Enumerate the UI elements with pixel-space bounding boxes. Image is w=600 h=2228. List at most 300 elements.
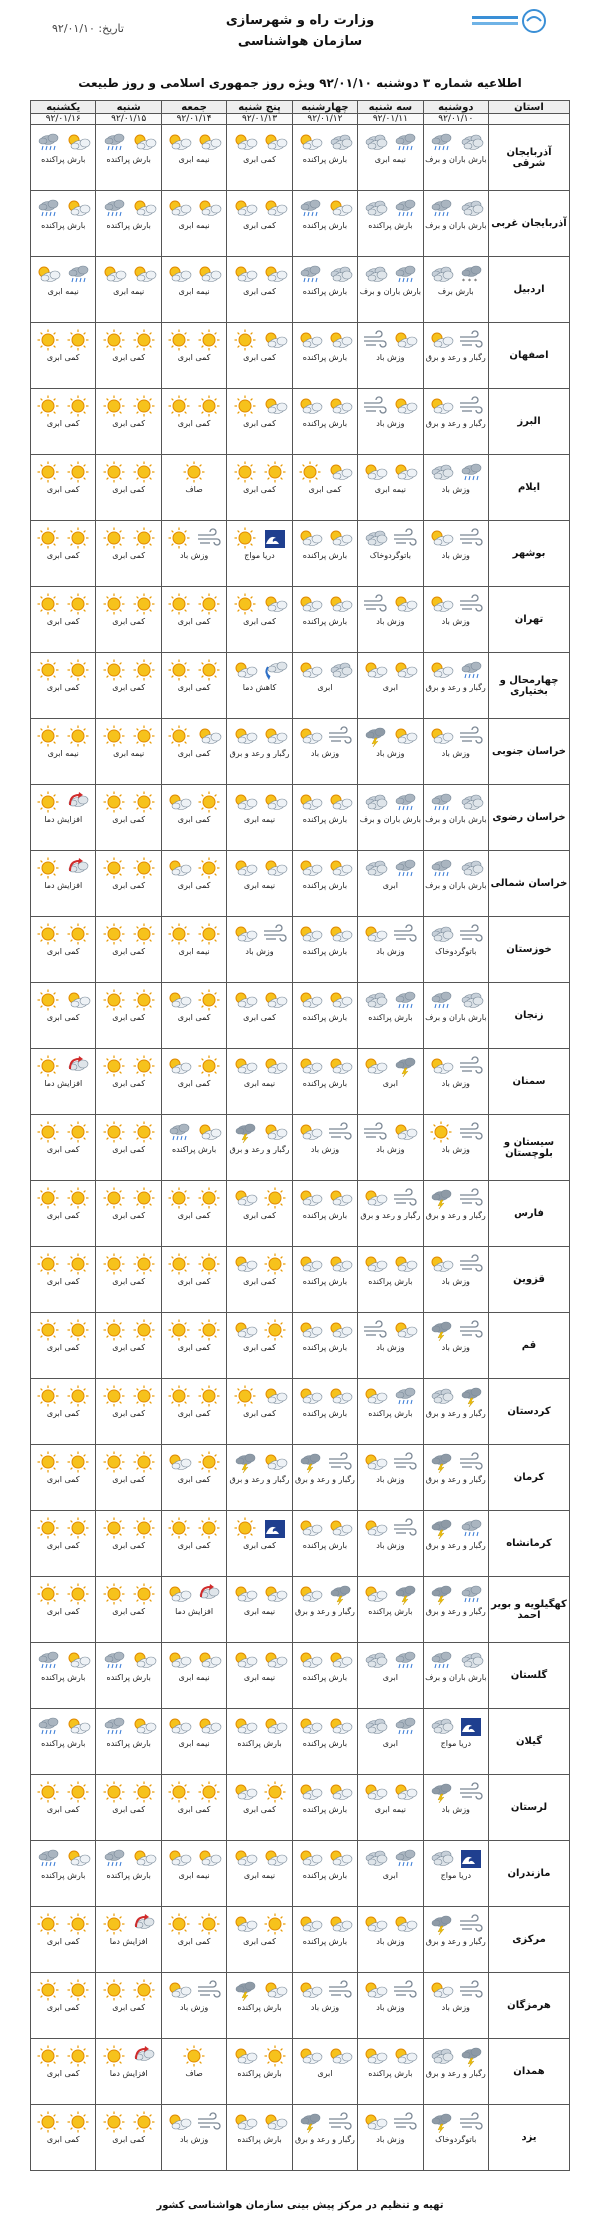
wind-icon (391, 527, 419, 549)
forecast-cell (358, 1115, 423, 1181)
province-row (31, 1775, 570, 1841)
forecast-cell (161, 2105, 226, 2171)
partly-icon (165, 1055, 193, 1077)
forecast-caption: کمی ابری (112, 815, 146, 824)
rain-icon (100, 1715, 128, 1737)
wind-icon (391, 1517, 419, 1539)
province-name: اردبیل (489, 257, 570, 323)
forecast-caption: کمی ابری (243, 485, 276, 494)
forecast-cell (358, 125, 423, 191)
partly-icon (361, 1055, 389, 1077)
partly-icon (231, 659, 259, 681)
forecast-caption: وزش باد (441, 1079, 470, 1088)
rain-icon (100, 131, 128, 153)
forecast-cell (161, 1577, 226, 1643)
sun-icon (64, 659, 92, 681)
forecast-caption: بارش پراکنده (302, 1013, 348, 1022)
cloud-icon (361, 791, 389, 813)
forecast-caption: وزش باد (376, 2135, 405, 2144)
partly-icon (391, 725, 419, 747)
forecast-caption: کمی ابری (243, 353, 276, 362)
forecast-caption: صاف (185, 485, 203, 494)
storm-icon (457, 1385, 485, 1407)
forecast-cell (161, 389, 226, 455)
partly-icon (165, 2111, 193, 2133)
province-row (31, 1709, 570, 1775)
forecast-cell (292, 1907, 357, 1973)
partly-icon (165, 1649, 193, 1671)
footer-note: تهیه و تنظیم در مرکز پیش بینی سازمان هواشناسی کشور (156, 2200, 444, 2211)
sun-icon (261, 1187, 289, 1209)
forecast-cell (31, 851, 96, 917)
partly-icon (195, 1715, 223, 1737)
partly-icon (195, 1121, 223, 1143)
partly-icon (326, 1253, 354, 1275)
forecast-cell (227, 653, 292, 719)
partly-icon (361, 2045, 389, 2067)
sun-icon (34, 791, 62, 813)
forecast-caption: نیمه ابری (243, 1871, 276, 1880)
sun-icon (100, 1121, 128, 1143)
forecast-cell (31, 1775, 96, 1841)
partly-icon (261, 857, 289, 879)
forecast-caption: نیمه ابری (178, 1739, 210, 1748)
storm-icon (457, 2045, 485, 2067)
forecast-cell (31, 983, 96, 1049)
partly-icon (130, 131, 158, 153)
wind-icon (457, 725, 485, 747)
rain-icon (391, 989, 419, 1011)
rain-icon (427, 131, 455, 153)
forecast-caption: کمی ابری (177, 419, 211, 428)
forecast-caption: بارش پراکنده (237, 2003, 282, 2012)
wind-icon (391, 2111, 419, 2133)
forecast-cell (358, 1841, 423, 1907)
forecast-cell (292, 191, 357, 257)
forecast-cell (292, 1973, 357, 2039)
cloud-icon (427, 263, 455, 285)
partly-icon (165, 1979, 193, 2001)
partly-icon (231, 1187, 259, 1209)
forecast-caption: نیمه ابری (178, 947, 210, 956)
rain-icon (391, 131, 419, 153)
sun-icon (100, 2045, 128, 2067)
partly-icon (261, 1385, 289, 1407)
partly-icon (296, 131, 324, 153)
forecast-cell (358, 1643, 423, 1709)
forecast-cell (423, 1115, 488, 1181)
forecast-cell (292, 2105, 357, 2171)
forecast-caption: بارش پراکنده (368, 1013, 413, 1022)
forecast-cell (358, 2039, 423, 2105)
wind-icon (326, 1979, 354, 2001)
province-name: خراسان شمالی (489, 851, 570, 917)
cloud-icon (361, 131, 389, 153)
partly-icon (130, 263, 158, 285)
forecast-caption: باتوگردوخاک (369, 551, 411, 560)
forecast-caption: کمی ابری (177, 1937, 211, 1946)
sun-icon (64, 2045, 92, 2067)
forecast-cell (227, 191, 292, 257)
sun-icon (195, 857, 223, 879)
temp-up-icon (130, 1913, 158, 1935)
forecast-cell (358, 587, 423, 653)
sun-icon (231, 1385, 259, 1407)
date-cell: ۹۲/۰۱/۱۲ (292, 114, 357, 125)
forecast-caption: کمی ابری (46, 683, 80, 692)
storm-icon (326, 1583, 354, 1605)
forecast-caption: بارش پراکنده (106, 155, 151, 164)
forecast-cell (96, 257, 161, 323)
forecast-caption: رگبار و رعد و برق (425, 1409, 486, 1418)
province-row (31, 587, 570, 653)
forecast-cell (227, 851, 292, 917)
forecast-caption: وزش باد (441, 551, 470, 560)
partly-icon (261, 395, 289, 417)
forecast-cell (423, 1643, 488, 1709)
forecast-caption: ابری (382, 881, 398, 890)
partly-icon (231, 1847, 259, 1869)
forecast-cell (31, 191, 96, 257)
cloud-icon (361, 989, 389, 1011)
day-header: سه شنبه (358, 101, 423, 114)
sun-icon (34, 593, 62, 615)
cloud-icon (361, 197, 389, 219)
forecast-cell (161, 1115, 226, 1181)
partly-icon (231, 791, 259, 813)
sun-icon (231, 593, 259, 615)
wind-icon (391, 1451, 419, 1473)
partly-icon (195, 1649, 223, 1671)
partly-icon (391, 329, 419, 351)
forecast-caption: وزش باد (441, 617, 470, 626)
forecast-cell (31, 1445, 96, 1511)
forecast-cell (161, 323, 226, 389)
forecast-caption: وزش باد (310, 749, 340, 758)
forecast-cell (423, 587, 488, 653)
province-row (31, 1511, 570, 1577)
forecast-cell (358, 1445, 423, 1511)
partly-icon (261, 725, 289, 747)
partly-icon (296, 1385, 324, 1407)
wind-icon (361, 593, 389, 615)
forecast-caption: کمی ابری (243, 221, 276, 230)
forecast-cell (423, 125, 488, 191)
date-cell: ۹۲/۰۱/۱۵ (96, 114, 161, 125)
forecast-caption: وزش باد (441, 485, 470, 494)
partly-icon (427, 527, 455, 549)
wind-icon (457, 1319, 485, 1341)
partly-icon (231, 1253, 259, 1275)
forecast-caption: بارش پراکنده (41, 1739, 86, 1748)
forecast-cell (292, 2039, 357, 2105)
forecast-caption: کمی ابری (46, 419, 80, 428)
province-name: بوشهر (489, 521, 570, 587)
forecast-cell (31, 1841, 96, 1907)
partly-icon (391, 593, 419, 615)
partly-icon (261, 329, 289, 351)
province-name: خراسان رضوی (489, 785, 570, 851)
forecast-cell (161, 1973, 226, 2039)
forecast-caption: رگبار و رعد و برق (425, 1607, 486, 1616)
sun-icon (64, 1319, 92, 1341)
forecast-caption: دریا مواج (244, 551, 275, 560)
forecast-cell (31, 1511, 96, 1577)
wind-icon (457, 1451, 485, 1473)
sun-icon (64, 1121, 92, 1143)
sun-icon (100, 1517, 128, 1539)
forecast-cell (96, 1841, 161, 1907)
partly-icon (296, 659, 324, 681)
rain-icon (457, 1517, 485, 1539)
sun-icon (100, 1913, 128, 1935)
storm-icon (427, 1517, 455, 1539)
partly-icon (231, 725, 259, 747)
storm-icon (427, 1913, 455, 1935)
svg-text:*: * (467, 278, 471, 285)
forecast-cell (227, 1115, 292, 1181)
sun-icon (261, 1781, 289, 1803)
forecast-caption: وزش باد (179, 551, 209, 560)
date-cell: ۹۲/۰۱/۱۰ (423, 114, 488, 125)
forecast-cell (227, 983, 292, 1049)
forecast-cell (31, 257, 96, 323)
forecast-caption: رگبار و رعد و برق (294, 2135, 355, 2144)
forecast-cell (161, 1511, 226, 1577)
forecast-caption: وزش باد (376, 1937, 405, 1946)
wind-icon (457, 2111, 485, 2133)
sun-icon (130, 1319, 158, 1341)
forecast-cell (96, 2105, 161, 2171)
partly-icon (326, 395, 354, 417)
wind-icon (361, 1121, 389, 1143)
province-row (31, 785, 570, 851)
partly-icon (427, 659, 455, 681)
wind-icon (391, 1979, 419, 2001)
forecast-caption: افزایش دما (44, 881, 83, 890)
forecast-caption: نیمه ابری (243, 1079, 276, 1088)
wind-icon (195, 527, 223, 549)
partly-icon (165, 791, 193, 813)
province-name: فارس (489, 1181, 570, 1247)
partly-icon (231, 857, 259, 879)
forecast-caption: کمی ابری (177, 749, 211, 758)
forecast-caption: ابری (382, 683, 398, 692)
forecast-caption: کمی ابری (46, 1145, 80, 1154)
forecast-cell (358, 1973, 423, 2039)
forecast-cell (96, 1709, 161, 1775)
partly-icon (165, 263, 193, 285)
province-name: همدان (489, 2039, 570, 2105)
cloud-icon (361, 263, 389, 285)
forecast-caption: وزش باد (376, 1145, 405, 1154)
forecast-cell (227, 257, 292, 323)
sun-icon (296, 461, 324, 483)
forecast-caption: وزش باد (179, 2003, 209, 2012)
partly-icon (165, 1451, 193, 1473)
forecast-cell (292, 323, 357, 389)
sun-icon (64, 1253, 92, 1275)
forecast-cell (161, 455, 226, 521)
partly-icon (64, 1847, 92, 1869)
sun-icon (130, 1385, 158, 1407)
day-header: دوشنبه (423, 101, 488, 114)
sun-icon (64, 527, 92, 549)
partly-icon (361, 1451, 389, 1473)
forecast-caption: رگبار و رعد و برق (229, 1475, 290, 1484)
forecast-cell (292, 917, 357, 983)
forecast-caption: کمی ابری (243, 1409, 276, 1418)
sun-icon (261, 2045, 289, 2067)
forecast-cell (227, 1907, 292, 1973)
forecast-caption: بارش پراکنده (368, 221, 413, 230)
forecast-caption: کمی ابری (112, 1013, 146, 1022)
partly-icon (130, 1715, 158, 1737)
forecast-cell (423, 323, 488, 389)
forecast-cell (31, 125, 96, 191)
storm-icon (427, 1187, 455, 1209)
forecast-caption: کمی ابری (46, 1343, 80, 1352)
partly-icon (391, 1913, 419, 1935)
wind-icon (391, 1187, 419, 1209)
forecast-cell (161, 1247, 226, 1313)
wind-icon (457, 329, 485, 351)
partly-icon (64, 131, 92, 153)
cloud-icon (326, 131, 354, 153)
province-name: البرز (489, 389, 570, 455)
forecast-cell (31, 917, 96, 983)
sun-icon (165, 593, 193, 615)
partly-icon (326, 329, 354, 351)
forecast-cell (96, 1775, 161, 1841)
forecast-caption: بارش پراکنده (302, 617, 348, 626)
province-row (31, 257, 570, 323)
sun-icon (130, 1187, 158, 1209)
forecast-cell (31, 1115, 96, 1181)
province-name: تهران (489, 587, 570, 653)
forecast-cell (423, 521, 488, 587)
forecast-cell (423, 1775, 488, 1841)
wind-icon (457, 1979, 485, 2001)
forecast-cell (358, 851, 423, 917)
forecast-caption: ابری (317, 2069, 333, 2078)
forecast-caption: نیمه ابری (178, 287, 210, 296)
partly-icon (296, 857, 324, 879)
cloud-icon (457, 1649, 485, 1671)
forecast-caption: وزش باد (441, 749, 470, 758)
partly-icon (391, 461, 419, 483)
wind-icon (457, 1253, 485, 1275)
sun-icon (34, 1055, 62, 1077)
forecast-caption: نیمه ابری (178, 155, 210, 164)
forecast-caption: باتوگردوخاک (435, 2135, 477, 2144)
province-name: کرمان (489, 1445, 570, 1511)
rain-icon (427, 1649, 455, 1671)
forecast-caption: بارش پراکنده (237, 1739, 282, 1748)
partly-icon (261, 593, 289, 615)
forecast-caption: کمی ابری (243, 1541, 276, 1550)
wind-icon (457, 593, 485, 615)
partly-icon (361, 1583, 389, 1605)
sun-icon (34, 659, 62, 681)
sun-icon (180, 461, 208, 483)
partly-icon (326, 593, 354, 615)
forecast-cell (96, 917, 161, 983)
forecast-caption: کمی ابری (243, 1343, 276, 1352)
sun-icon (64, 461, 92, 483)
forecast-caption: کمی ابری (46, 617, 80, 626)
sun-icon (165, 1385, 193, 1407)
partly-icon (195, 1847, 223, 1869)
partly-icon (296, 1847, 324, 1869)
forecast-cell (161, 983, 226, 1049)
forecast-cell (358, 1181, 423, 1247)
province-name: کهگیلویه و بویر احمد (489, 1577, 570, 1643)
forecast-cell (31, 1643, 96, 1709)
forecast-caption: بارش پراکنده (302, 1739, 348, 1748)
province-row (31, 653, 570, 719)
forecast-caption: نیمه ابری (178, 1673, 210, 1682)
sun-icon (130, 923, 158, 945)
forecast-cell (31, 521, 96, 587)
partly-icon (231, 989, 259, 1011)
partly-icon (165, 131, 193, 153)
wind-icon (326, 725, 354, 747)
partly-icon (261, 1583, 289, 1605)
forecast-cell (292, 851, 357, 917)
sun-icon (195, 989, 223, 1011)
forecast-cell (31, 1181, 96, 1247)
partly-icon (326, 989, 354, 1011)
sun-icon (100, 593, 128, 615)
forecast-cell (358, 2105, 423, 2171)
forecast-caption: بارش باران و برف (359, 287, 422, 296)
sun-icon (34, 1781, 62, 1803)
forecast-cell (161, 917, 226, 983)
forecast-cell (358, 191, 423, 257)
partly-icon (427, 329, 455, 351)
rain-icon (391, 263, 419, 285)
forecast-caption: وزش باد (376, 617, 405, 626)
forecast-cell (292, 1313, 357, 1379)
forecast-cell (227, 587, 292, 653)
sun-icon (64, 395, 92, 417)
storm-icon (296, 1451, 324, 1473)
sun-icon (34, 395, 62, 417)
forecast-caption: بارش پراکنده (302, 1805, 348, 1814)
forecast-caption: بارش پراکنده (368, 1277, 413, 1286)
partly-icon (296, 395, 324, 417)
sun-icon (64, 329, 92, 351)
partly-icon (326, 197, 354, 219)
forecast-caption: کمی ابری (112, 2003, 146, 2012)
forecast-caption: نیمه ابری (243, 881, 276, 890)
forecast-caption: کمی ابری (177, 815, 211, 824)
cloud-icon (427, 1715, 455, 1737)
forecast-cell (292, 1643, 357, 1709)
sun-icon (100, 1253, 128, 1275)
forecast-cell (358, 1379, 423, 1445)
partly-icon (296, 527, 324, 549)
forecast-caption: وزش باد (376, 749, 405, 758)
forecast-cell (227, 1247, 292, 1313)
sun-icon (130, 1583, 158, 1605)
partly-icon (296, 593, 324, 615)
sun-icon (64, 923, 92, 945)
forecast-caption: بارش پراکنده (302, 1211, 348, 1220)
forecast-caption: کمی ابری (177, 1277, 211, 1286)
partly-icon (165, 1847, 193, 1869)
